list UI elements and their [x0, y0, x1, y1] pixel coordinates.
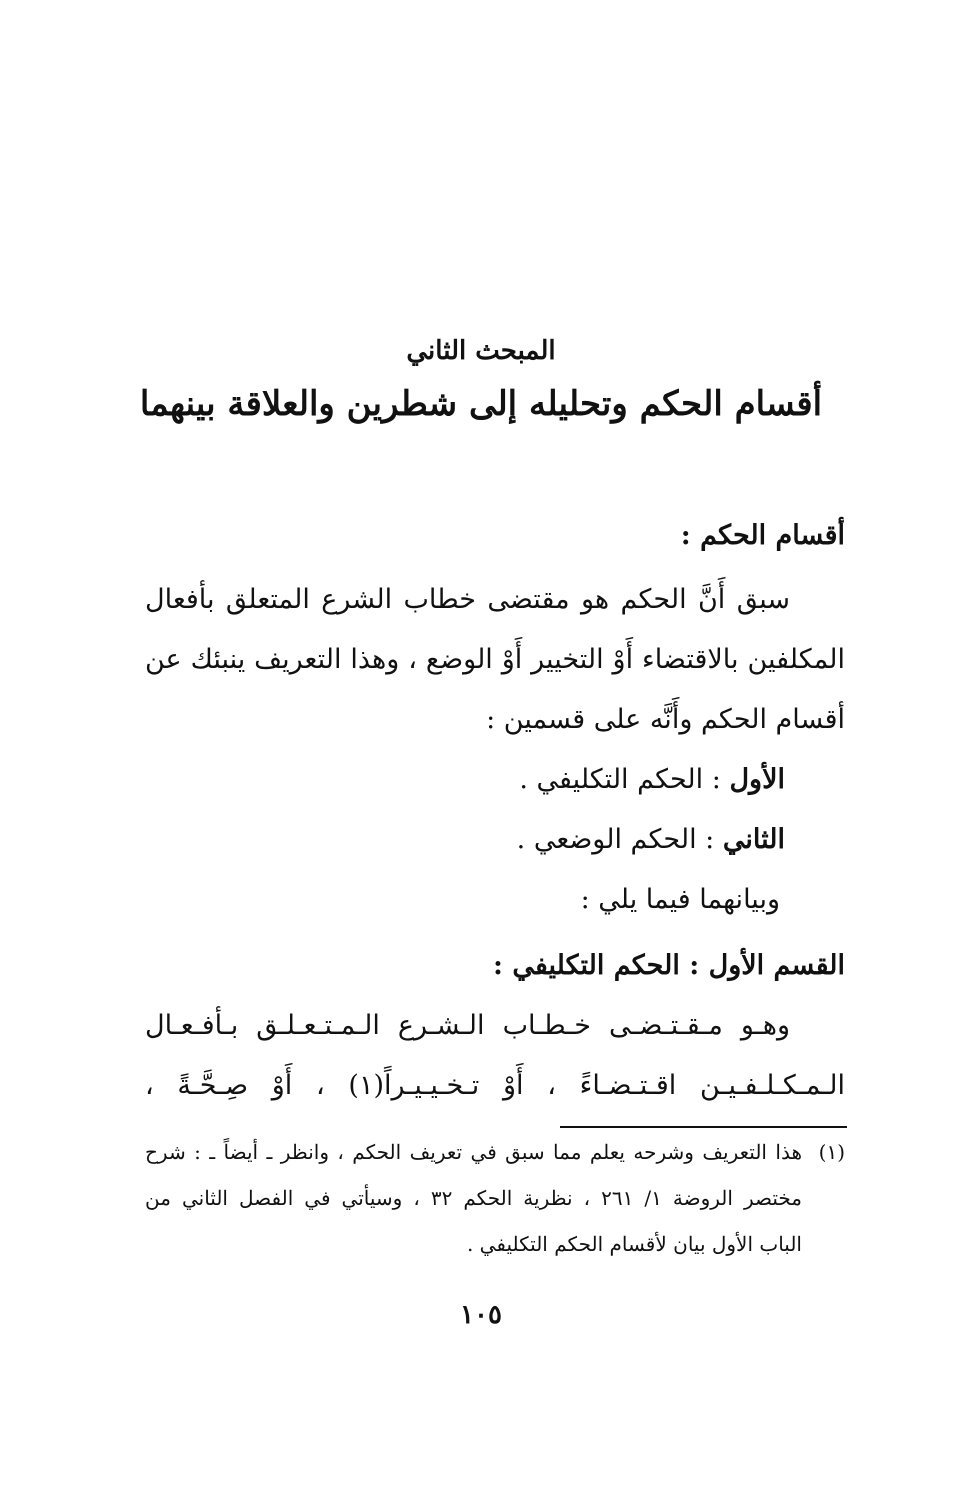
paragraph-2-line-1: وهـو مـقـتـضـى خـطـاب الـشـرع الـمـتـعـلـق بـأفـعـال — [145, 1010, 790, 1041]
footnote-line-3: الباب الأول بيان لأقسام الحكم التكليفي . — [466, 1232, 802, 1256]
list-item-first-label: الأول — [729, 764, 785, 795]
bridge-text: وبيانهما فيما يلي : — [580, 884, 780, 915]
section-title: أقسام الحكم وتحليله إلى شطرين والعلاقة بينهما — [139, 384, 823, 424]
paragraph-1-line-1: سبق أَنَّ الحكم هو مقتضى خطاب الشرع المتعلق بأفعال — [145, 584, 790, 615]
list-item-first-text: : الحكم التكليفي . — [519, 764, 721, 795]
list-item-second-label: الثاني — [722, 824, 785, 855]
paragraph-2-line-2: الـمـكـلـفـيـن اقـتـضـاءً ، أَوْ تـخـيـيـراً(١) ، أَوْ صِـحَّـةً ، — [145, 1070, 845, 1101]
heading-divisions: أقسام الحكم : — [680, 520, 845, 551]
list-item-second — [517, 824, 785, 855]
footnote-marker: (١) — [818, 1140, 845, 1164]
footnote-separator — [560, 1126, 847, 1128]
paragraph-1-line-3: أقسام الحكم وأَنَّه على قسمين : — [486, 704, 845, 735]
footnote-line-1: هذا التعريف وشرحه يعلم مما سبق في تعريف الحكم ، وانظر ـ أيضاً ـ : شرح — [145, 1140, 802, 1164]
page-number: ١٠٥ — [460, 1300, 502, 1330]
heading-first-division: القسم الأول : الحكم التكليفي : — [492, 950, 845, 981]
paragraph-1-line-2: المكلفين بالاقتضاء أَوْ التخيير أَوْ الوضع ، وهذا التعريف ينبئك عن — [145, 644, 845, 675]
footnote-line-2: مختصر الروضة ١/ ٢٦١ ، نظرية الحكم ٣٢ ، وسيأتي في الفصل الثاني من — [145, 1186, 802, 1210]
section-subtitle: المبحث الثاني — [406, 336, 556, 366]
list-item-first — [519, 764, 785, 795]
list-item-second-text: : الحكم الوضعي . — [516, 824, 715, 855]
